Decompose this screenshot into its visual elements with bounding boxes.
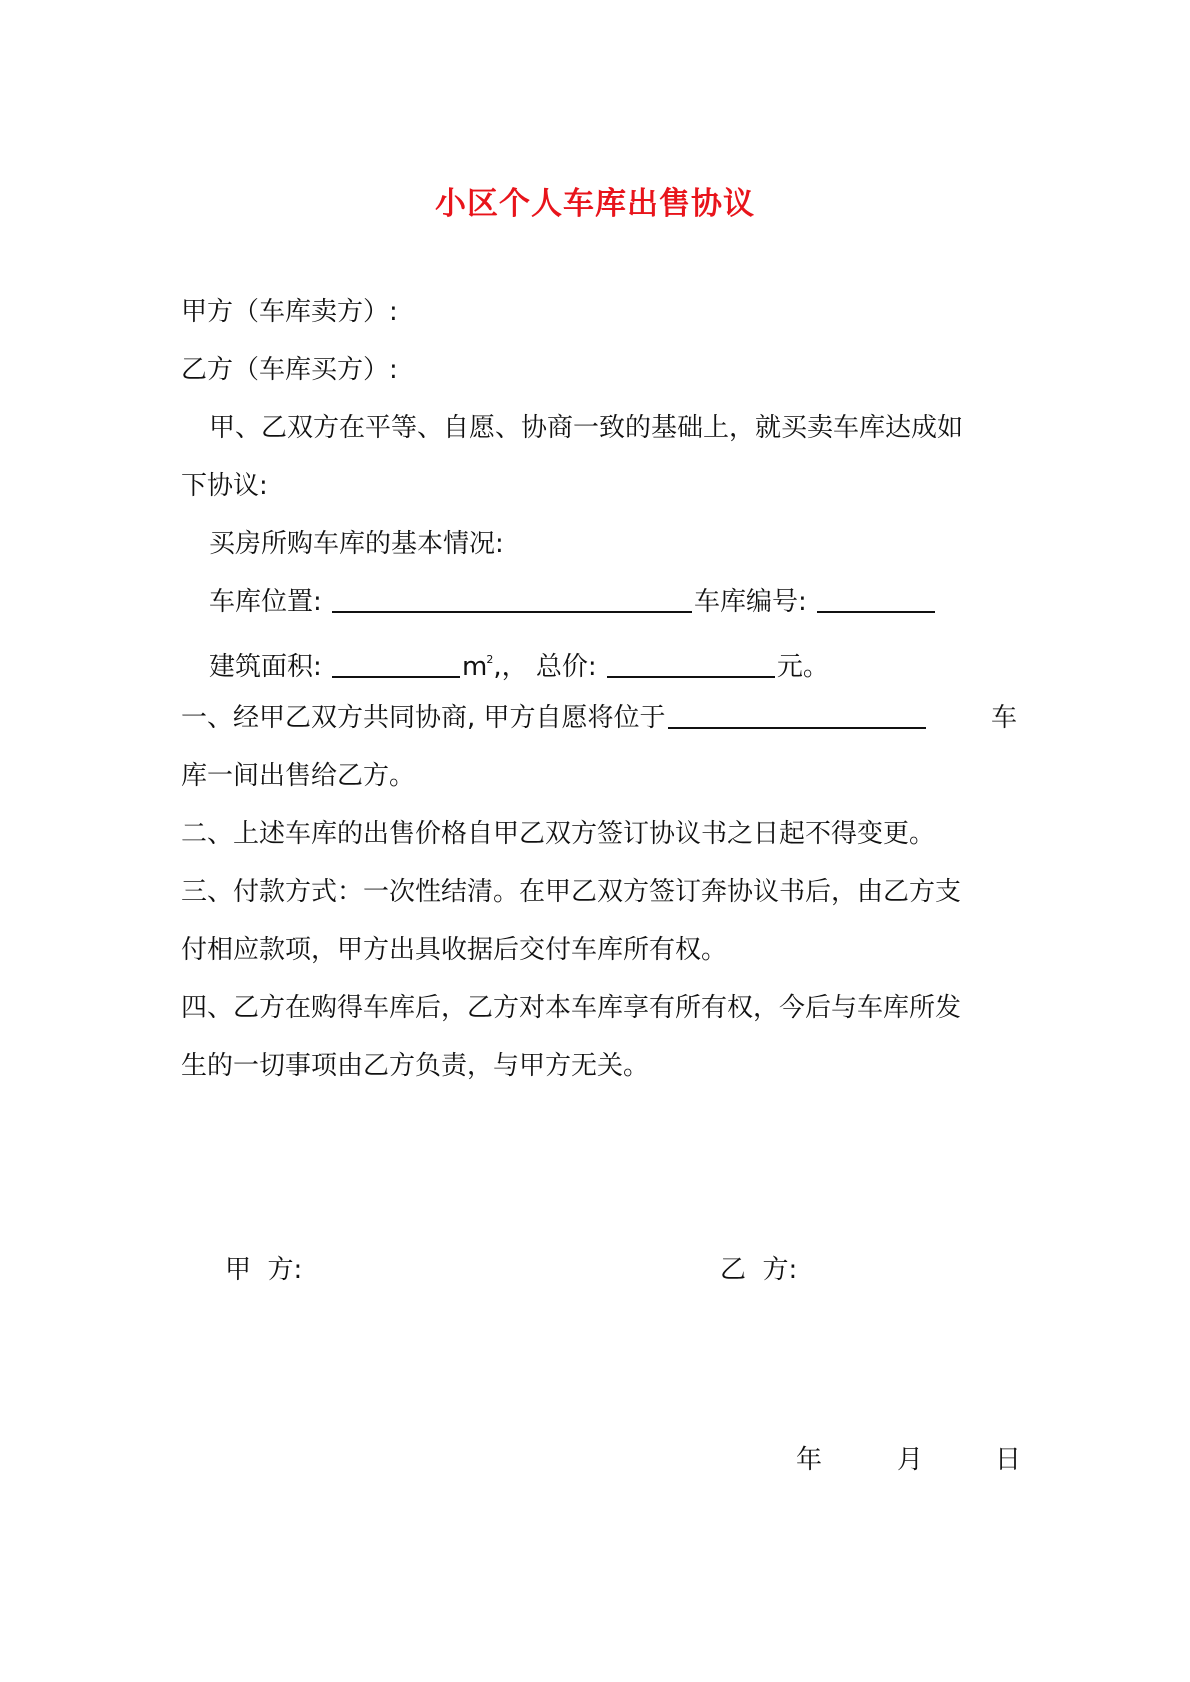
location-number-row <box>181 582 1045 622</box>
price-unit: 元。 <box>776 652 829 682</box>
price-field[interactable] <box>607 650 775 678</box>
area-price-row <box>181 640 1045 687</box>
signature-party-b: 乙 方: <box>720 1255 798 1285</box>
location-label: 车库位置: <box>209 587 322 617</box>
clause-1-line-2: 库一间出售给乙方。 <box>181 761 416 791</box>
party-a-line: 甲方（车库卖方）: <box>181 297 398 327</box>
area-label: 建筑面积: <box>209 652 322 682</box>
clause-4-line-2: 生的一切事项由乙方负责，与甲方无关。 <box>181 1051 650 1081</box>
signature-party-a: 甲 方: <box>225 1255 303 1285</box>
price-label: 总价: <box>535 652 597 682</box>
clause-1-row <box>181 698 1017 738</box>
clause-3-line-2: 付相应款项，甲方出具收据后交付车库所有权。 <box>181 935 728 965</box>
clause-1-suffix: 车 <box>990 703 1017 733</box>
intro-line-1: 甲、乙双方在平等、自愿、协商一致的基础上，就买卖车库达成如 <box>209 413 964 443</box>
date-month: 月 <box>897 1445 924 1475</box>
clause-3-line-1: 三、付款方式：一次性结清。在甲乙双方签订奔协议书后，由乙方支 <box>181 877 962 907</box>
document-title: 小区个人车库出售协议 <box>435 186 755 222</box>
area-field[interactable] <box>332 650 460 678</box>
location-field[interactable] <box>332 585 692 613</box>
date-day: 日 <box>995 1445 1022 1475</box>
clause-1-location-field[interactable] <box>668 701 926 729</box>
number-field[interactable] <box>817 585 935 613</box>
clause-2: 二、上述车库的出售价格自甲乙双方签订协议书之日起不得变更。 <box>181 819 936 849</box>
area-unit-superscript: 2 <box>486 653 494 666</box>
number-label: 车库编号: <box>694 587 807 617</box>
area-separator: ,， <box>493 652 528 682</box>
area-unit: m <box>462 652 488 682</box>
date-year: 年 <box>796 1445 823 1475</box>
basic-info-heading: 买房所购车库的基本情况: <box>209 529 504 559</box>
intro-line-2: 下协议: <box>181 471 268 501</box>
clause-4-line-1: 四、乙方在购得车库后，乙方对本车库享有所有权，今后与车库所发 <box>181 993 962 1023</box>
clause-1-prefix: 一、经甲乙双方共同协商, 甲方自愿将位于 <box>181 703 666 733</box>
party-b-line: 乙方（车库买方）: <box>181 355 398 385</box>
